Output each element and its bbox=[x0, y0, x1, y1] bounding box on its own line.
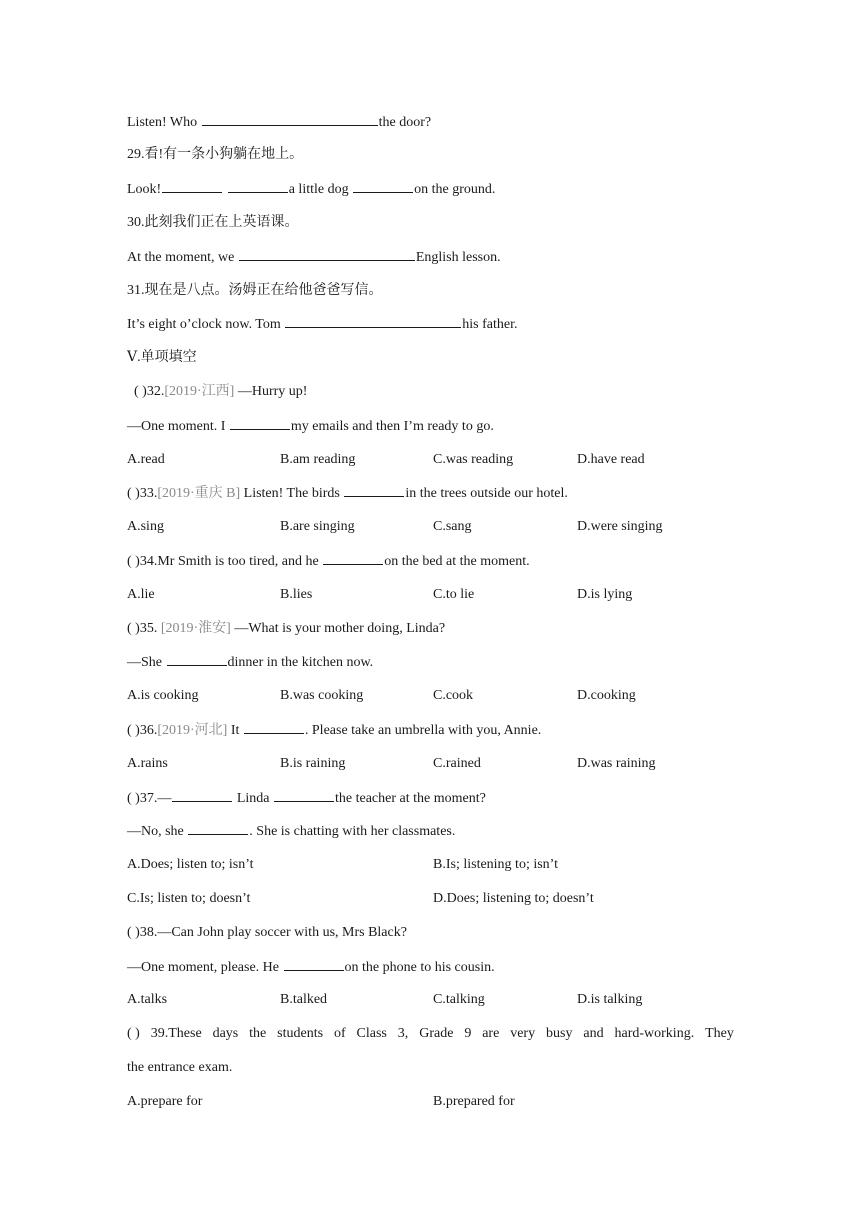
q38-answer-paren[interactable]: ( ) bbox=[127, 925, 140, 940]
q30-text-pre: At the moment, we bbox=[127, 250, 238, 265]
q30-blank[interactable] bbox=[239, 246, 415, 261]
q29-blank-2[interactable] bbox=[228, 178, 288, 193]
section-heading: Ⅴ.单项填空 bbox=[127, 350, 197, 365]
q39-word: 39.These bbox=[150, 1026, 202, 1041]
q37-options-row1 bbox=[127, 854, 737, 876]
q38-option-b[interactable]: B.talked bbox=[280, 992, 328, 1007]
q39-word: 9 bbox=[464, 1026, 472, 1041]
q37-blank-2[interactable] bbox=[274, 787, 334, 802]
q34-text-pre: 34.Mr Smith is too tired, and he bbox=[139, 554, 323, 569]
q38-option-c[interactable]: C.talking bbox=[433, 992, 485, 1007]
q38-option-d[interactable]: D.is talking bbox=[577, 992, 643, 1007]
q34-stem bbox=[127, 550, 737, 572]
q33-blank[interactable] bbox=[344, 482, 404, 497]
q37-blank-3[interactable] bbox=[188, 820, 248, 835]
q38-blank[interactable] bbox=[284, 956, 344, 971]
q33-option-a[interactable]: A.sing bbox=[127, 519, 164, 534]
q33-source: [2019·重庆 B] bbox=[157, 486, 241, 501]
q32-number: 32. bbox=[146, 384, 165, 399]
q39-word: days bbox=[212, 1026, 239, 1041]
q32-option-b[interactable]: B.am reading bbox=[280, 452, 356, 467]
q36-source: [2019·河北] bbox=[157, 723, 228, 738]
q34-option-a[interactable]: A.lie bbox=[127, 587, 155, 602]
q32-text: —Hurry up! bbox=[234, 384, 308, 399]
q34-option-b[interactable]: B.lies bbox=[280, 587, 313, 602]
q37-option-b[interactable]: B.Is; listening to; isn’t bbox=[433, 857, 558, 872]
q29-text-pre: Look! bbox=[127, 182, 162, 197]
q28-blank[interactable] bbox=[202, 111, 378, 126]
q32-answer-paren[interactable]: ( ) bbox=[134, 384, 147, 399]
q36-text-post: . Please take an umbrella with you, Annie. bbox=[304, 723, 542, 738]
q39-option-b[interactable]: B.prepared for bbox=[433, 1094, 515, 1109]
q37-option-d[interactable]: D.Does; listening to; doesn’t bbox=[433, 891, 594, 906]
q31-sentence bbox=[127, 313, 737, 335]
q36-stem bbox=[127, 719, 737, 741]
q32-line2 bbox=[127, 415, 737, 437]
q38-stem bbox=[127, 922, 737, 944]
q39-options bbox=[127, 1091, 737, 1113]
q39-word: Grade bbox=[419, 1026, 454, 1041]
q38-options bbox=[127, 989, 737, 1011]
q35-number: 35. bbox=[139, 621, 161, 636]
q31-blank[interactable] bbox=[285, 313, 461, 328]
q35-option-b[interactable]: B.was cooking bbox=[280, 688, 364, 703]
q33-number: 33. bbox=[139, 486, 158, 501]
q33-option-c[interactable]: C.sang bbox=[433, 519, 472, 534]
q35-option-c[interactable]: C.cook bbox=[433, 688, 474, 703]
q34-option-d[interactable]: D.is lying bbox=[577, 587, 633, 602]
q35-line2 bbox=[127, 651, 737, 673]
q36-option-d[interactable]: D.was raining bbox=[577, 756, 656, 771]
q36-number: 36. bbox=[139, 723, 158, 738]
q31-chinese: 31.现在是八点。汤姆正在给他爸爸写信。 bbox=[127, 283, 383, 298]
q32-options bbox=[127, 449, 737, 471]
q32-option-a[interactable]: A.read bbox=[127, 452, 165, 467]
q39-word: hard-working. bbox=[614, 1026, 695, 1041]
q39-word: and bbox=[583, 1026, 604, 1041]
q34-blank[interactable] bbox=[323, 550, 383, 565]
q37-text-post: the teacher at the moment? bbox=[334, 791, 486, 806]
q39-word: students bbox=[277, 1026, 324, 1041]
q29-blank-1[interactable] bbox=[162, 178, 222, 193]
q32-stem bbox=[134, 381, 744, 403]
q30-chinese: 30.此刻我们正在上英语课。 bbox=[127, 215, 299, 230]
q37-line2-post: . She is chatting with her classmates. bbox=[249, 824, 456, 839]
q39-word: the bbox=[249, 1026, 267, 1041]
q37-stem bbox=[127, 787, 737, 809]
q37-text-pre: 37.— bbox=[139, 791, 172, 806]
q36-option-c[interactable]: C.rained bbox=[433, 756, 481, 771]
q28-text-post: the door? bbox=[378, 115, 432, 130]
q38-line2-pre: —One moment, please. He bbox=[127, 960, 283, 975]
q38-line2 bbox=[127, 956, 737, 978]
q39-word: are bbox=[482, 1026, 500, 1041]
q37-blank-1[interactable] bbox=[172, 787, 232, 802]
q39-word: 3, bbox=[397, 1026, 409, 1041]
q39-word: very bbox=[510, 1026, 536, 1041]
q33-options bbox=[127, 516, 737, 538]
q39-line2: the entrance exam. bbox=[127, 1060, 233, 1075]
q29-text-post: on the ground. bbox=[414, 182, 496, 197]
q36-option-a[interactable]: A.rains bbox=[127, 756, 168, 771]
q38-text: 38.—Can John play soccer with us, Mrs Black? bbox=[139, 925, 407, 940]
q36-text-pre: It bbox=[227, 723, 243, 738]
q29-chinese: 29.看!有一条小狗躺在地上。 bbox=[127, 147, 304, 162]
q30-sentence bbox=[127, 246, 737, 268]
q28-text-pre: Listen! Who bbox=[127, 115, 201, 130]
q36-options bbox=[127, 753, 737, 775]
q35-answer-paren[interactable]: ( ) bbox=[127, 621, 140, 636]
q35-line2-post: dinner in the kitchen now. bbox=[227, 655, 374, 670]
q28-sentence bbox=[127, 111, 737, 133]
q37-option-a[interactable]: A.Does; listen to; isn’t bbox=[127, 857, 254, 872]
q36-blank[interactable] bbox=[244, 719, 304, 734]
q37-line2 bbox=[127, 820, 737, 842]
q37-line2-pre: —No, she bbox=[127, 824, 188, 839]
q36-answer-paren[interactable]: ( ) bbox=[127, 723, 140, 738]
q34-option-c[interactable]: C.to lie bbox=[433, 587, 475, 602]
q32-blank[interactable] bbox=[230, 415, 290, 430]
q34-options bbox=[127, 584, 737, 606]
q39-word: of bbox=[333, 1026, 346, 1041]
q39-word: They bbox=[705, 1026, 734, 1041]
q33-stem bbox=[127, 482, 737, 504]
q30-text-post: English lesson. bbox=[415, 250, 501, 265]
q35-option-d[interactable]: D.cooking bbox=[577, 688, 636, 703]
q32-line2-pre: —One moment. I bbox=[127, 419, 229, 434]
q34-text-post: on the bed at the moment. bbox=[384, 554, 530, 569]
q35-option-a[interactable]: A.is cooking bbox=[127, 688, 199, 703]
q35-blank[interactable] bbox=[167, 651, 227, 666]
q38-line2-post: on the phone to his cousin. bbox=[344, 960, 495, 975]
q29-sentence bbox=[127, 178, 737, 200]
q39-word: busy bbox=[546, 1026, 573, 1041]
q33-text-post: in the trees outside our hotel. bbox=[405, 486, 568, 501]
q37-answer-paren[interactable]: ( ) bbox=[127, 791, 140, 806]
q32-line2-post: my emails and then I’m ready to go. bbox=[290, 419, 494, 434]
q35-line2-pre: —She bbox=[127, 655, 166, 670]
q32-option-c[interactable]: C.was reading bbox=[433, 452, 514, 467]
q37-option-c[interactable]: C.Is; listen to; doesn’t bbox=[127, 891, 251, 906]
q33-option-b[interactable]: B.are singing bbox=[280, 519, 355, 534]
q37-text-mid: Linda bbox=[233, 791, 273, 806]
q33-text-pre: Listen! The birds bbox=[240, 486, 344, 501]
q29-blank-3[interactable] bbox=[353, 178, 413, 193]
q39-option-a[interactable]: A.prepare for bbox=[127, 1094, 203, 1109]
q33-answer-paren[interactable]: ( ) bbox=[127, 486, 140, 501]
q38-option-a[interactable]: A.talks bbox=[127, 992, 168, 1007]
q35-options bbox=[127, 685, 737, 707]
q37-options-row2 bbox=[127, 888, 737, 910]
q39-word: Class bbox=[356, 1026, 387, 1041]
q36-option-b[interactable]: B.is raining bbox=[280, 756, 346, 771]
q31-text-pre: It’s eight o’clock now. Tom bbox=[127, 317, 285, 332]
q32-option-d[interactable]: D.have read bbox=[577, 452, 645, 467]
q29-text-mid: a little dog bbox=[288, 182, 353, 197]
q32-source: [2019·江西] bbox=[164, 384, 235, 399]
q35-stem bbox=[127, 618, 737, 640]
q39-answer-paren[interactable]: ( ) bbox=[127, 1026, 140, 1041]
q35-source: [2019·淮安] bbox=[160, 621, 231, 636]
q35-text: —What is your mother doing, Linda? bbox=[230, 621, 446, 636]
q31-text-post: his father. bbox=[462, 317, 518, 332]
q34-answer-paren[interactable]: ( ) bbox=[127, 554, 140, 569]
q33-option-d[interactable]: D.were singing bbox=[577, 519, 663, 534]
q39-stem bbox=[127, 1023, 734, 1045]
